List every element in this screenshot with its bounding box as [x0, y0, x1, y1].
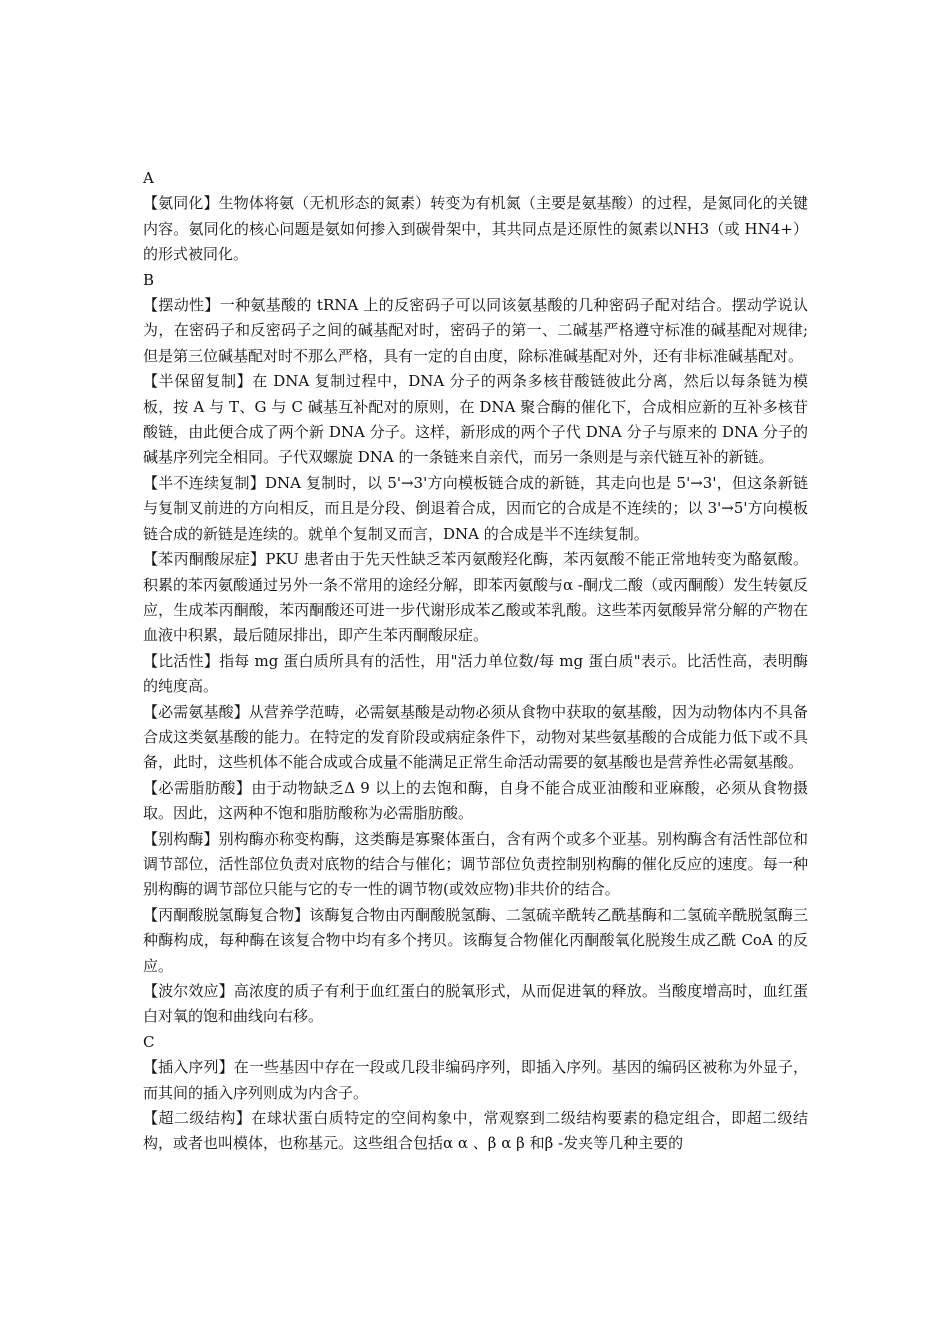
entry-term: 【必需氨基酸】 [143, 702, 249, 721]
entry-text: 在 DNA 复制过程中，DNA 分子的两条多核苷酸链彼此分离，然后以每条链为模板，按 A 与 T、G 与 C 碱基互补配对的原则，在 DNA 聚合酶的催化下，合成相应新的互补多核苷酸链，由此便合成了两个新 DNA 分子。这样，新形成的两个子代 DNA 分子与原来的 DNA 分子的碱基序列完全相同。子代双螺旋 DNA 的一条链来自亲代，而另一条则是与亲代链互补的新链。 [143, 372, 808, 467]
entry-term: 【插入序列】 [143, 1058, 234, 1077]
section-letter-a: A [143, 169, 154, 187]
entry-text: PKU 患者由于先天性缺乏苯丙氨酸羟化酶，苯丙氨酸不能正常地转变为酪氨酸。积累的苯丙氨酸通过另外一条不常用的途经分解，即苯丙氨酸与α -酮戊二酸（或丙酮酸）发生转氨反应，生成苯丙酮酸，苯丙酮酸还可进一步代谢形成苯乙酸或苯乳酸。这些苯丙氨酸异常分解的产物在血液中积累，最后随尿排出，即产生苯丙酮酸尿症。 [143, 550, 808, 645]
entry-term: 【半保留复制】 [143, 372, 253, 391]
section-letter-b: B [143, 270, 155, 289]
entry-text: 高浓度的质子有利于血红蛋白的脱氧形式，从而促进氧的释放。当酸度增高时，血红蛋白对氧的饱和曲线向右移。 [143, 982, 808, 1026]
entry-text: 在球状蛋白质特定的空间构象中，常观察到二级结构要素的稳定组合，即超二级结构，或者也叫模体，也称基元。这些组合包括α α 、β α β 和β -发夹等几种主要的 [143, 1109, 808, 1153]
section-letter-c: C [143, 1032, 155, 1051]
entry-ammonia-assimilation [143, 191, 808, 267]
entry-text: 生物体将氨（无机形态的氮素）转变为有机氮（主要是氨基酸）的过程，是氮同化的关键内容。氨同化的核心问题是氨如何掺入到碳骨架中，其共同点是还原性的氮素以NH3（或 HN4+）的形式被同化。 [143, 194, 808, 264]
entry-term: 【必需脂肪酸】 [143, 778, 252, 797]
entry-text: 该酶复合物由丙酮酸脱氢酶、二氢硫辛酰转乙酰基酶和二氢硫辛酰脱氢酶三种酶构成，每种酶在该复合物中均有多个拷贝。该酶复合物催化丙酮酸氧化脱羧生成乙酰 CoA 的反应。 [143, 905, 808, 975]
entry-term: 【丙酮酸脱氢酶复合物】 [143, 905, 310, 924]
entry-text: 一种氨基酸的 tRNA 上的反密码子可以同该氨基酸的几种密码子配对结合。摆动学说认为，在密码子和反密码子之间的碱基配对时，密码子的第一、二碱基严格遵守标准的碱基配对规律;但是第三位碱基配对时不那么严格，具有一定的自由度，除标准碱基配对外，还有非标准碱基配对。 [143, 296, 808, 365]
entry-allosteric-enzyme [143, 827, 808, 903]
entry-text: 在一些基因中存在一段或几段非编码序列，即插入序列。基因的编码区被称为外显子，而其间的插入序列则成为内含子。 [143, 1058, 808, 1102]
entry-term: 【氨同化】 [143, 194, 219, 213]
entry-term: 【超二级结构】 [143, 1109, 252, 1128]
entry-term: 【摆动性】 [143, 296, 220, 315]
entry-term: 【半不连续复制】 [143, 473, 266, 492]
entry-text: 别构酶亦称变构酶，这类酶是寡聚体蛋白，含有两个或多个亚基。别构酶含有活性部位和调节部位，活性部位负责对底物的结合与催化；调节部位负责控制别构酶的催化反应的速度。每一种别构酶的调节部位只能与它的专一性的调节物(或效应物)非共价的结合。 [143, 829, 808, 899]
entry-insertion-sequence [143, 1055, 808, 1106]
entry-essential-amino-acids [143, 700, 808, 776]
document-body [143, 166, 808, 1157]
entry-semiconservative-replication [143, 369, 808, 471]
entry-term: 【比活性】 [143, 651, 220, 670]
entry-term: 【波尔效应】 [143, 982, 234, 1000]
entry-specific-activity [143, 649, 808, 700]
entry-text: DNA 复制时，以 5'→3'方向模板链合成的新链，其走向也是 5'→3'，但这条新链与复制叉前进的方向相反，而且是分段、倒退着合成，因而它的合成是不连续的；以 3'→5'方向模板链合成的新链是连续的。就单个复制叉而言，DNA 的合成是半不连续复制。 [143, 473, 808, 543]
entry-text: 由于动物缺乏Δ 9 以上的去饱和酶，自身不能合成亚油酸和亚麻酸，必须从食物摄取。因此，这两种不饱和脂肪酸称为必需脂肪酸。 [143, 778, 808, 823]
entry-supersecondary-structure [143, 1106, 808, 1157]
entry-wobble [143, 293, 808, 369]
entry-text: 指每 mg 蛋白质所具有的活性，用"活力单位数/每 mg 蛋白质"表示。比活性高，表明酶的纯度高。 [143, 651, 808, 696]
entry-bohr-effect [143, 979, 808, 1030]
entry-term: 【别构酶】 [143, 829, 219, 848]
entry-text: 从营养学范畴，必需氨基酸是动物必须从食物中获取的氨基酸，因为动物体内不具备合成这类氨基酸的能力。在特定的发育阶段或病症条件下，动物对某些氨基酸的合成能力低下或不具备，此时，这些机体不能合成或合成量不能满足正常生命活动需要的氨基酸也是营养性必需氨基酸。 [143, 702, 808, 772]
entry-term: 【苯丙酮酸尿症】 [143, 550, 266, 569]
entry-phenylketonuria [143, 547, 808, 649]
entry-semidiscontinuous-replication [143, 471, 808, 547]
entry-pyruvate-dehydrogenase-complex [143, 903, 808, 979]
entry-essential-fatty-acids [143, 776, 808, 827]
